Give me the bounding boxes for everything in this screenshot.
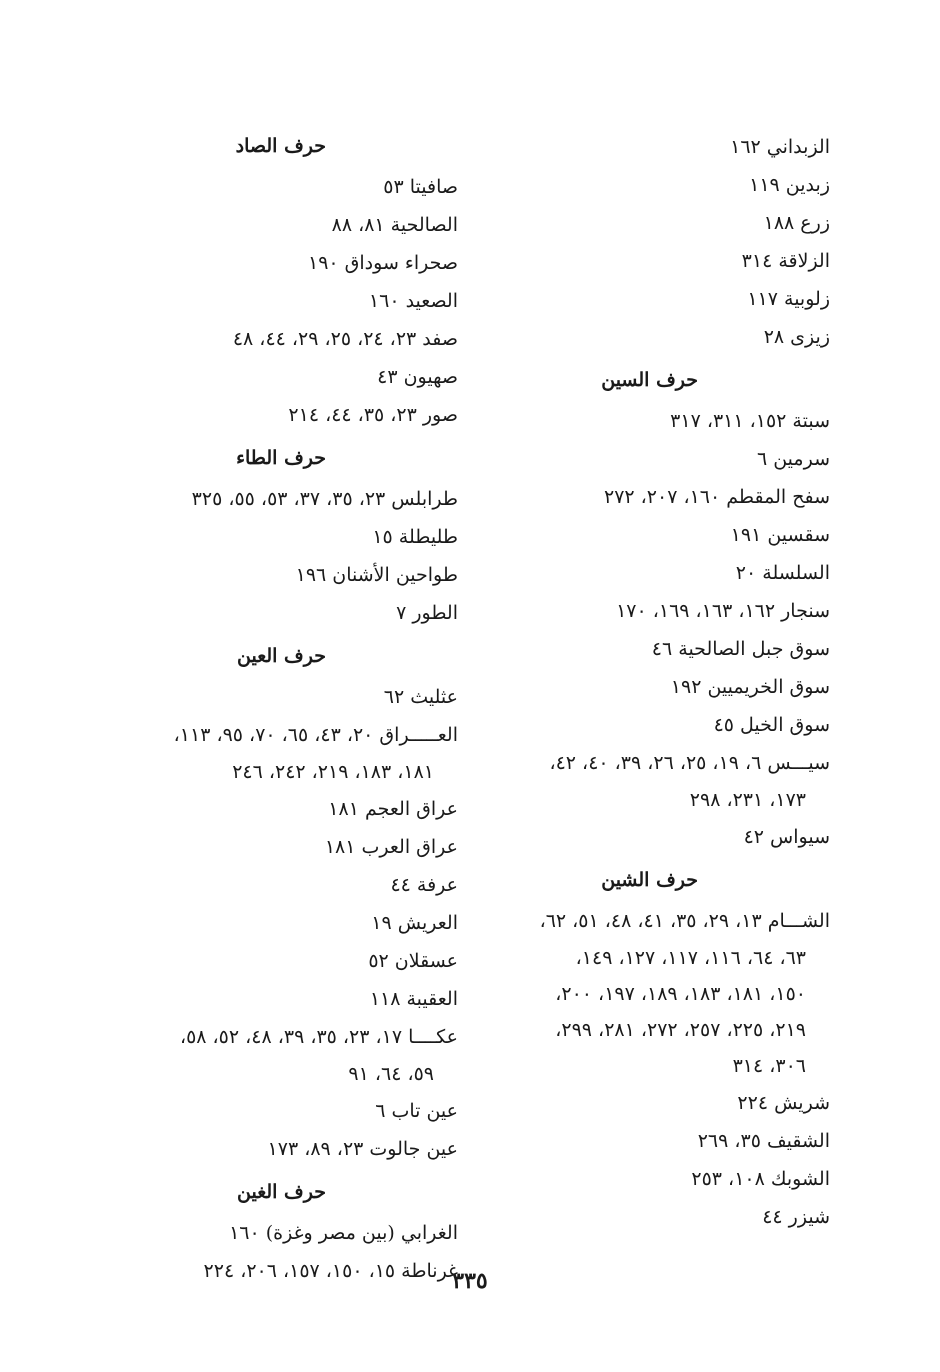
entry-continuation: ١٧٣، ٢٣١، ٢٩٨ xyxy=(689,789,806,811)
index-entry: عين تاب ٦ xyxy=(375,1100,458,1122)
index-entry-multiline xyxy=(460,902,830,1084)
entry-continuation: ٦٣، ٦٤، ١١٦، ١١٧، ١٢٧، ١٤٩، xyxy=(575,947,806,969)
entry-continuation: ١٨١، ١٨٣، ٢١٩، ٢٤٢، ٢٤٦ xyxy=(232,761,434,783)
index-entry: سوق الخريميين ١٩٢ xyxy=(670,676,830,698)
index-entry: سيواس ٤٢ xyxy=(743,826,830,848)
section-heading-ghain: حرف الغين xyxy=(237,1181,326,1203)
index-entry: زرع ١٨٨ xyxy=(763,212,830,234)
index-entry: زلوبية ١١٧ xyxy=(747,288,830,310)
index-entry: صافيتا ٥٣ xyxy=(383,176,458,198)
entry-continuation: ٥٩، ٦٤، ٩١ xyxy=(348,1063,434,1085)
index-entry: صفد ٢٣، ٢٤، ٢٥، ٢٩، ٤٤، ٤٨ xyxy=(232,328,458,350)
index-entry: الشقيف ٣٥، ٢٦٩ xyxy=(697,1130,830,1152)
index-entry-multiline xyxy=(460,744,830,818)
index-entry-multiline xyxy=(86,716,458,790)
index-entry: سنجار ١٦٢، ١٦٣، ١٦٩، ١٧٠ xyxy=(616,600,830,622)
index-entry: الصالحية ٨١، ٨٨ xyxy=(331,214,458,236)
index-entry: سقسين ١٩١ xyxy=(730,524,830,546)
index-entry: صهيون ٤٣ xyxy=(377,366,458,388)
entry-line: العـــــراق ٢٠، ٤٣، ٦٥، ٧٠، ٩٥، ١١٣، xyxy=(173,724,458,746)
index-entry: السلسلة ٢٠ xyxy=(735,562,830,584)
entry-line: سيـــس ٦، ١٩، ٢٥، ٢٦، ٣٩، ٤٠، ٤٢، xyxy=(549,752,830,774)
page-number: ٣٣٥ xyxy=(452,1268,488,1294)
entry-continuation: ٣٠٦، ٣١٤ xyxy=(732,1055,806,1077)
entry-line: عكــــا ١٧، ٢٣، ٣٥، ٣٩، ٤٨، ٥٢، ٥٨، xyxy=(179,1026,458,1048)
index-entry: عثليث ٦٢ xyxy=(383,686,458,708)
index-entry: الصعيد ١٦٠ xyxy=(368,290,458,312)
index-entry: الشوبك ١٠٨، ٢٥٣ xyxy=(691,1168,830,1190)
section-heading-seen: حرف السين xyxy=(601,369,698,391)
index-entry: زيزى ٢٨ xyxy=(763,326,830,348)
section-heading-sad: حرف الصاد xyxy=(235,135,326,157)
index-entry: سبتة ١٥٢، ٣١١، ٣١٧ xyxy=(670,410,830,432)
index-entry: صور ٢٣، ٣٥، ٤٤، ٢١٤ xyxy=(288,404,458,426)
index-entry: الزلاقة ٣١٤ xyxy=(741,250,830,272)
index-entry: العريش ١٩ xyxy=(371,912,458,934)
section-heading-sheen: حرف الشين xyxy=(601,869,698,891)
index-page xyxy=(90,128,830,1282)
index-entry: غرناطة ١٥، ١٥٠، ١٥٧، ٢٠٦، ٢٢٤ xyxy=(203,1260,458,1282)
index-entry: العقيبة ١١٨ xyxy=(369,988,458,1010)
index-entry: شيزر ٤٤ xyxy=(762,1206,830,1228)
section-heading-ain: حرف العين xyxy=(237,645,326,667)
index-entry: شريش ٢٢٤ xyxy=(737,1092,830,1114)
index-entry: عسقلان ٥٢ xyxy=(368,950,458,972)
index-entry: عراق العرب ١٨١ xyxy=(324,836,458,858)
index-entry: عرفة ٤٤ xyxy=(390,874,458,896)
left-column xyxy=(86,128,458,1290)
right-column xyxy=(460,128,830,1236)
index-entry: طرابلس ٢٣، ٣٥، ٣٧، ٥٣، ٥٥، ٣٢٥ xyxy=(191,488,458,510)
index-entry: طواحين الأشنان ١٩٦ xyxy=(295,564,458,586)
entry-line: الشـــام ١٣، ٢٩، ٣٥، ٤١، ٤٨، ٥١، ٦٢، xyxy=(539,910,830,932)
index-entry: عين جالوت ٢٣، ٨٩، ١٧٣ xyxy=(267,1138,458,1160)
index-entry: طليطلة ١٥ xyxy=(372,526,458,548)
entry-continuation: ١٥٠، ١٨١، ١٨٣، ١٨٩، ١٩٧، ٢٠٠، xyxy=(555,983,806,1005)
index-entry: عراق العجم ١٨١ xyxy=(328,798,458,820)
section-heading-taa: حرف الطاء xyxy=(236,447,326,469)
index-entry: سفح المقطم ١٦٠، ٢٠٧، ٢٧٢ xyxy=(604,486,830,508)
index-entry: سوق جبل الصالحية ٤٦ xyxy=(651,638,830,660)
index-entry: الطور ٧ xyxy=(396,602,458,624)
index-entry: زبدين ١١٩ xyxy=(749,174,830,196)
index-entry: الزبداني ١٦٢ xyxy=(730,136,830,158)
index-entry: صحراء سوداق ١٩٠ xyxy=(307,252,458,274)
index-entry: الغرابي (بين مصر وغزة) ١٦٠ xyxy=(229,1222,458,1244)
entry-continuation: ٢١٩، ٢٢٥، ٢٥٧، ٢٧٢، ٢٨١، ٢٩٩، xyxy=(555,1019,806,1041)
index-entry: سرمين ٦ xyxy=(756,448,830,470)
index-entry-multiline xyxy=(86,1018,458,1092)
index-entry: سوق الخيل ٤٥ xyxy=(713,714,830,736)
